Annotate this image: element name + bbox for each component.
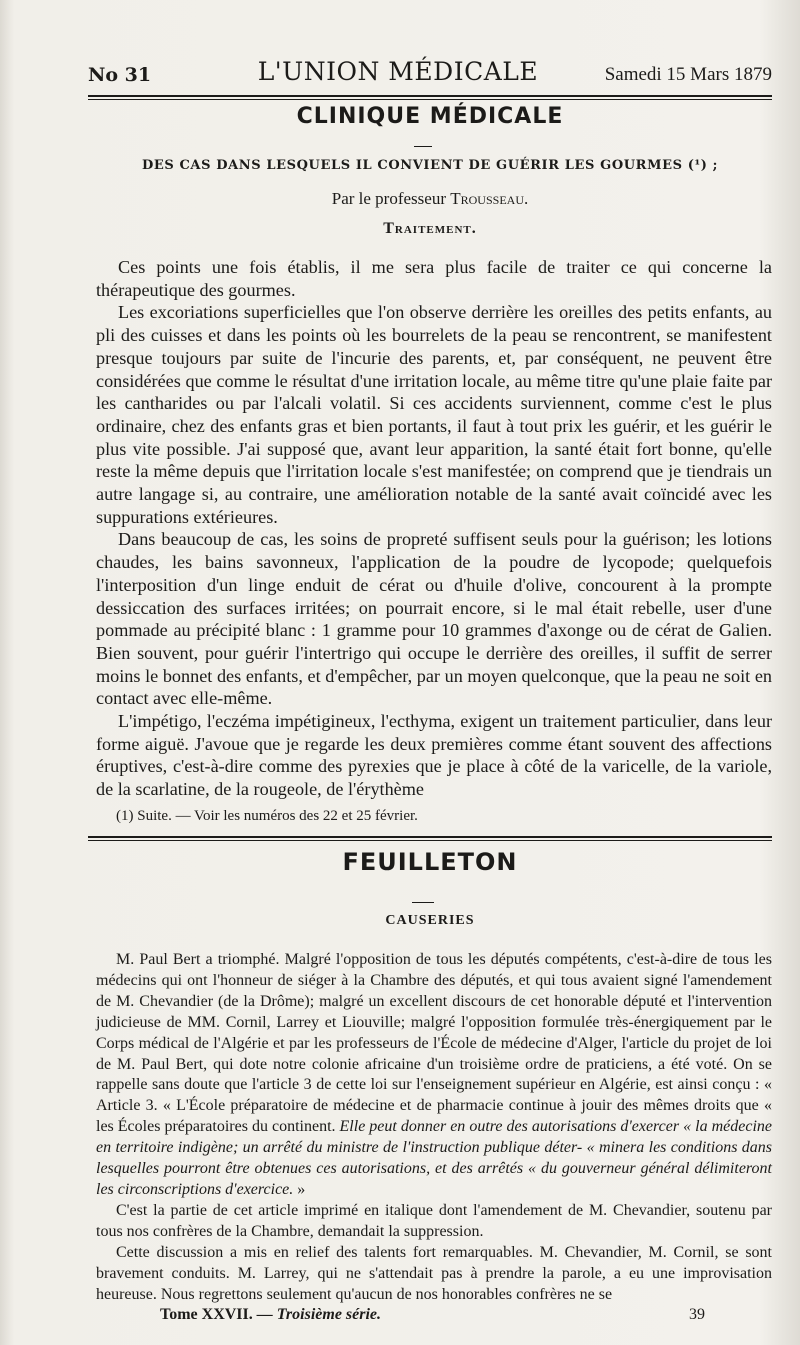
- section-heading-feuilleton: FEUILLETON: [342, 848, 518, 876]
- masthead-rule: [88, 95, 772, 97]
- page-number: 39: [689, 1306, 705, 1323]
- article-byline: [88, 189, 772, 209]
- paragraph: Dans beaucoup de cas, les soins de propreté suffisent seuls pour la guérison; les lotions chaudes, les bains savonneux, l'application de la poudre de lycopode; quelquefois l'interposition d'un linge enduit de cérat ou d'huile d'olive, concourent à la prompte dessiccation des surfaces irritées; on pourrait encore, si le mal était rebelle, user d'une pommade au précipité blanc : 1 gramme pour 10 grammes d'axonge ou de cérat de Galien. Bien souvent, pour guérir l'intertrigo qui occupe le derrière des oreilles, il suffit de serrer moins le bonnet des enfants, et d'empêcher, par un moyen quelconque, que la peau ne soit en contact avec elle-même.: [96, 529, 772, 709]
- italic-quote: Elle peut donner en outre des autorisations d'exercer « la médecine en territoire indigène; un arrêté du ministre de l'instruction publique déter- « minera les conditions dans lesquelles pourront être obtenues ces autorisations, et des arrêtés « du gouverneur général délimiteront les circonscriptions d'exercice.: [96, 1118, 772, 1198]
- feuilleton-body: [96, 950, 772, 1305]
- journal-title: L'UNION MÉDICALE: [257, 57, 539, 86]
- issue-number: No 31: [88, 64, 152, 86]
- issue-date: Samedi 15 Mars 1879: [604, 64, 772, 85]
- byline-author: Trousseau.: [450, 189, 529, 208]
- footnote: (1) Suite. — Voir les numéros des 22 et 25 février.: [116, 808, 418, 824]
- text-run: M. Paul Bert a triomphé. Malgré l'opposition de tous les députés compétents, c'est-à-dire de tous les médecins qui ont l'honneur de siéger à la Chambre des députés, et qui tous avaient signé l'amendement de M. Chevandier (de la Drôme); malgré un excellent discours de cet honorable député et l'intervention judicieuse de MM. Cornil, Larrey et Liouville; malgré l'opposition formulée très-énergiquement par le Corps médical de l'Algérie et par les professeurs de l'École de médecine d'Alger, l'article du projet de loi de M. Paul Bert, qui dote notre colonie africaine d'un troisième ordre de praticiens, a été voté. On se rappelle sans doute que l'article 3 de cette loi sur l'enseignement supérieur en Algérie, est ainsi conçu : « Article 3. « L'École préparatoire de médecine et de pharmacie continue à jouir des mêmes droits que « les Écoles préparatoires du continent.: [96, 951, 772, 1136]
- footer-tome: Tome XXVII.: [160, 1306, 253, 1323]
- section-rule-thin: [88, 840, 772, 841]
- paragraph: L'impétigo, l'eczéma impétigineux, l'ecthyma, exigent un traitement particulier, dans leur forme aiguë. J'avoue que je regarde les deux premières comme étant souvent des affections éruptives, c'est-à-dire comme des pyrexies que je place à côté de la varicelle, de la variole, de la scarlatine, de la rougeole, de l'érythème: [96, 711, 772, 800]
- section-heading-clinique: CLINIQUE MÉDICALE: [296, 104, 564, 129]
- feuilleton-subheading: CAUSERIES: [385, 913, 475, 928]
- paragraph: Les excoriations superficielles que l'on observe derrière les oreilles des petits enfants, au pli des cuisses et dans les points où les bourrelets de la peau se rencontrent, se manifestent presque toujours par suite de l'incurie des parents, et, par conséquent, ne peuvent être considérées que comme le résultat d'une irritation locale, au même titre qu'une plaie faite par les cantharides ou par l'alcali volatil. Si ces accidents surviennent, comme c'est le plus ordinaire, chez des enfants gras et bien portants, il faut à tout prix les guérir, et les guérir le plus vite possible. J'ai supposé que, avant leur apparition, la santé était fort bonne, qu'elle reste la même depuis que l'irritation locale s'est manifestée; on comprend que je tiendrais un autre langage si, au contraire, une amélioration notable de la santé avait coïncidé avec les suppurations extérieures.: [96, 302, 772, 527]
- article-subtitle: DES CAS DANS LESQUELS IL CONVIENT DE GUÉRIR LES GOURMES (¹) ;: [141, 158, 719, 173]
- masthead-rule-thin: [88, 99, 772, 100]
- paragraph: Ces points une fois établis, il me sera plus facile de traiter ce qui concerne la thérapeutique des gourmes.: [96, 257, 772, 300]
- section-rule: [88, 836, 772, 838]
- masthead: [88, 46, 772, 86]
- footer-volume: [160, 1306, 381, 1324]
- heading-divider: [412, 902, 434, 903]
- article-body: [96, 256, 772, 801]
- paragraph: Cette discussion a mis en relief des talents fort remarquables. M. Chevandier, M. Cornil, se sont bravement conduits. M. Larrey, qui ne s'attendait pas à prendre la parole, a eu une improvisation heureuse. Nous regrettons seulement qu'aucun de nos honorables confrères ne se: [96, 1243, 772, 1303]
- paragraph: [96, 950, 772, 1201]
- footer-series: — Troisième série.: [256, 1306, 382, 1323]
- article-subheading: Traitement.: [383, 220, 477, 237]
- text-run: »: [293, 1180, 306, 1198]
- heading-divider: [414, 146, 432, 147]
- page-footer: [160, 1306, 705, 1324]
- byline-prefix: Par le professeur: [331, 189, 451, 208]
- paragraph: C'est la partie de cet article imprimé en italique dont l'amendement de M. Chevandier, soutenu par tous nos confrères de la Chambre, demandait la suppression.: [96, 1201, 772, 1240]
